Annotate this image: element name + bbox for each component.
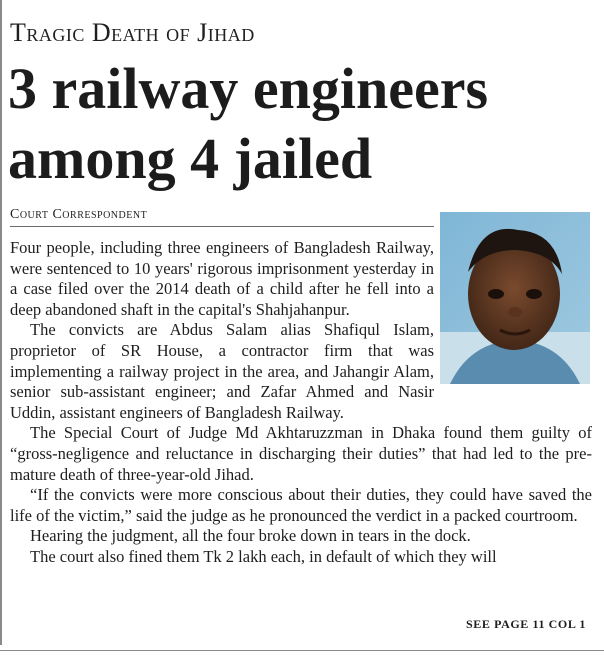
clipping-bottom-rule (0, 650, 604, 651)
paragraph: Hearing the judgment, all the four broke down in tears in the dock. (30, 526, 471, 546)
byline: Court Correspondent (10, 207, 148, 222)
headline (8, 54, 598, 194)
kicker: Tragic Death of Jihad (10, 18, 255, 47)
paragraph: The court also fined them Tk 2 lakh each, in default of which they will (30, 546, 497, 566)
byline-rule (10, 226, 434, 227)
paragraph: The Special Court of Judge Md Akhtaruzzman in Dhaka found them guilty of “gross-negligence and reluctance in discharging their duties” that had led to the pre-mature death of three-year-old Jihad. (10, 423, 592, 484)
article-body (10, 238, 592, 568)
paragraph: Four people, including three engineers of Bangladesh Railway, were sentenced to 10 years' rigorous imprisonment yesterday in a case filed over the 2014 death of a child after he fell into a deep abandoned shaft in the capital's Shahjahanpur. (10, 238, 434, 319)
headline-line-2: among 4 jailed (8, 126, 373, 191)
paragraph: The convicts are Abdus Salam alias Shafiqul Islam, proprietor of SR House, a contractor firm that was implementing a railway project in the area, and Jahangir Alam, senior sub-assistant engineer; and Zafar Ahmed and Nasir Uddin, assistant engineers of Bangladesh Railway. (10, 320, 434, 422)
continuation-note: SEE PAGE 11 COL 1 (465, 617, 586, 631)
headline-line-1: 3 railway engineers (8, 56, 489, 121)
column-rule-left (0, 0, 2, 645)
paragraph: “If the convicts were more conscious about their duties, they could have saved the life of the victim,” said the judge as he pronounced the verdict in a packed courtroom. (10, 485, 592, 525)
